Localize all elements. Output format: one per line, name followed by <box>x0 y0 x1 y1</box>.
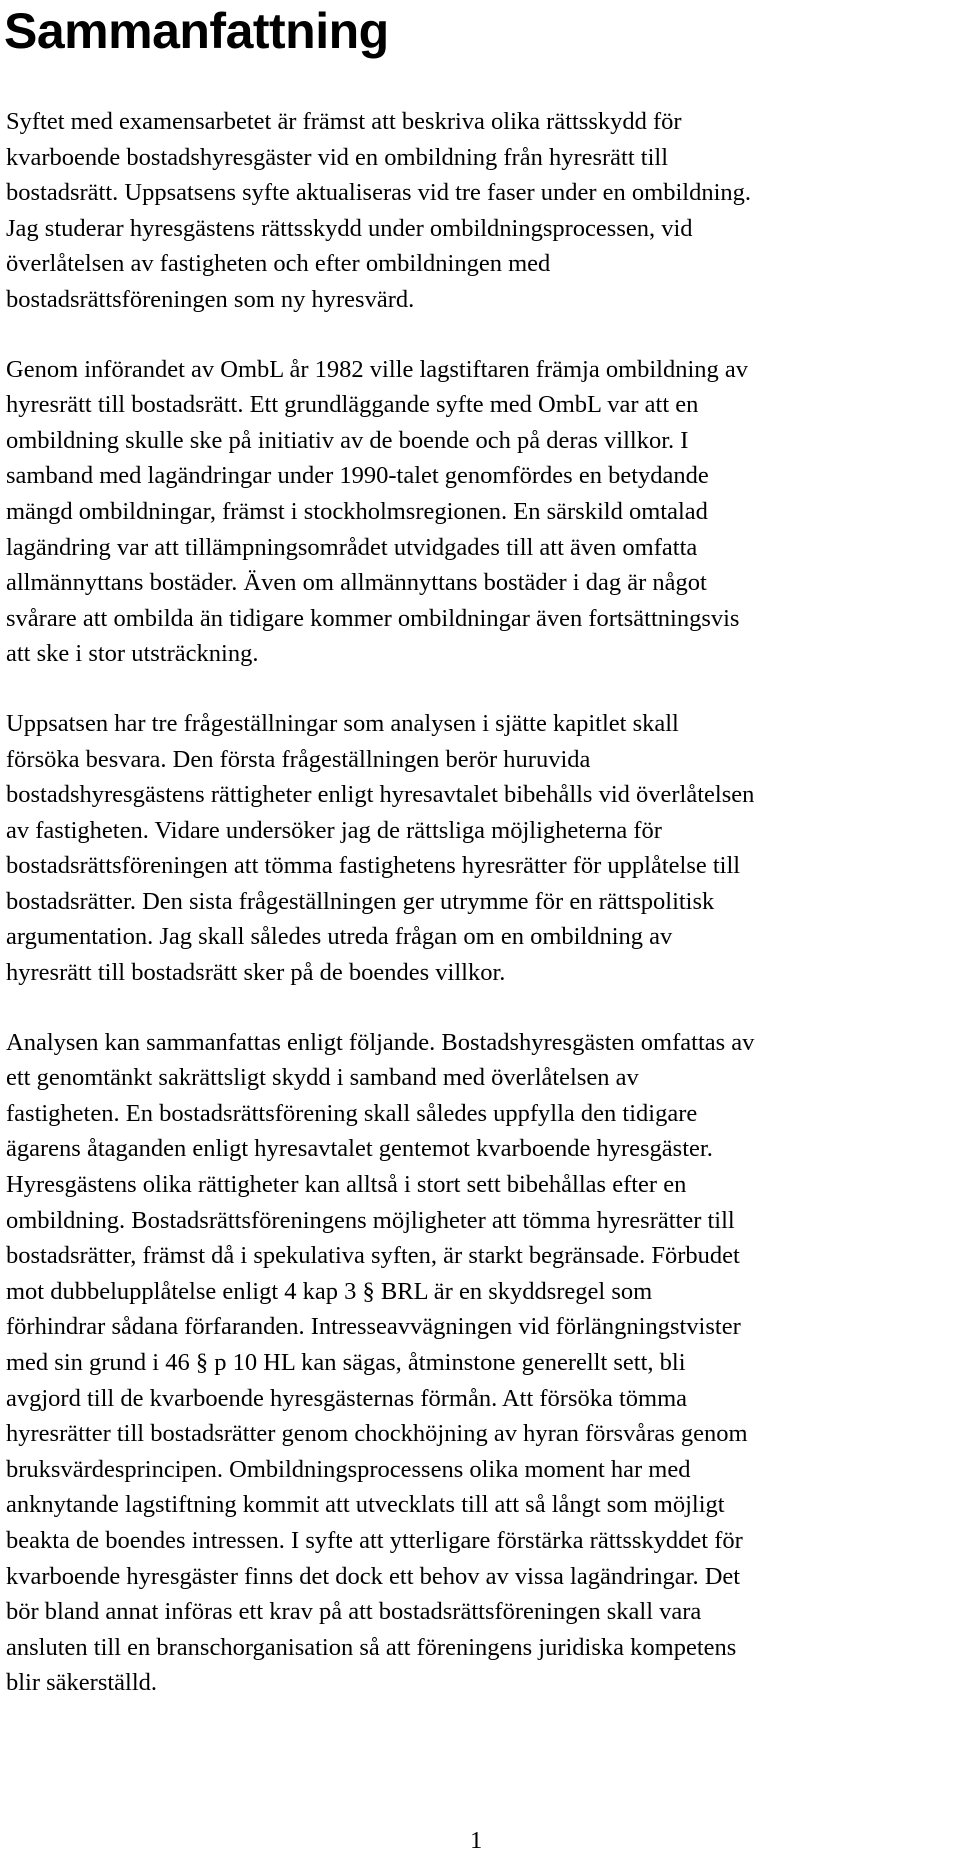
paragraph-line: hyresrätter till bostadsrätter genom chockhöjning av hyran försvåras genom <box>6 1420 748 1448</box>
summary-paragraph <box>6 352 956 672</box>
paragraph-line: bostadsrätt. Uppsatsens syfte aktualiseras vid tre faser under en ombildning. <box>6 179 752 207</box>
paragraph-line: Syftet med examensarbetet är främst att beskriva olika rättsskydd för <box>6 108 682 135</box>
paragraph-line: beakta de boendes intressen. I syfte att ytterligare förstärka rättsskyddet för <box>6 1526 743 1554</box>
paragraph-line: samband med lagändringar under 1990-talet genomfördes en betydande <box>6 462 709 490</box>
paragraph-line: ombildning. Bostadsrättsföreningens möjligheter att tömma hyresrätter till <box>6 1206 735 1234</box>
paragraph-line: Genom införandet av OmbL år 1982 ville lagstiftaren främja ombildning av <box>6 355 749 383</box>
paragraph-line: ansluten till en branschorganisation så att föreningens juridiska kompetens <box>6 1633 737 1661</box>
paragraph-line: Hyresgästens olika rättigheter kan alltså i stort sett bibehållas efter en <box>6 1171 687 1199</box>
paragraph-line: bruksvärdesprincipen. Ombildningsprocessens olika moment har med <box>6 1455 691 1483</box>
paragraph-line: hyresrätt till bostadsrätt sker på de boendes villkor. <box>6 959 506 987</box>
paragraph-line: bostadsrätter, främst då i spekulativa syften, är starkt begränsade. Förbudet <box>6 1242 740 1270</box>
paragraph-line: ägarens åtaganden enligt hyresavtalet gentemot kvarboende hyresgäster. <box>6 1135 713 1163</box>
paragraph-line: argumentation. Jag skall således utreda frågan om en ombildning av <box>6 923 673 951</box>
summary-paragraph <box>6 1025 956 1701</box>
paragraph-line: ombildning skulle ske på initiativ av de boende och på deras villkor. I <box>6 426 689 454</box>
paragraph-line: kvarboende hyresgäster finns det dock ett behov av vissa lagändringar. Det <box>6 1562 741 1590</box>
paragraph-line: fastigheten. En bostadsrättsförening skall således uppfylla den tidigare <box>6 1099 698 1127</box>
paragraph-line: försöka besvara. Den första frågeställningen berör huruvida <box>6 745 591 773</box>
paragraph-line: bostadshyresgästens rättigheter enligt hyresavtalet bibehålls vid överlåtelsen <box>6 781 755 809</box>
paragraph-line: Uppsatsen har tre frågeställningar som analysen i sjätte kapitlet skall <box>6 709 679 737</box>
paragraph-line: blir säkerställd. <box>6 1669 158 1697</box>
paragraph-line: allmännyttans bostäder. Även om allmännyttans bostäder i dag är något <box>6 569 707 597</box>
paragraph-line: hyresrätt till bostadsrätt. Ett grundläggande syfte med OmbL var att en <box>6 391 699 419</box>
summary-body <box>6 104 956 1701</box>
paragraph-line: Analysen kan sammanfattas enligt följande. Bostadshyresgästen omfattas av <box>6 1028 755 1056</box>
paragraph-line: lagändring var att tillämpningsområdet utvidgades till att även omfatta <box>6 533 698 561</box>
paragraph-line: att ske i stor utsträckning. <box>6 640 259 668</box>
paragraph-line: bör bland annat införas ett krav på att bostadsrättsföreningen skall vara <box>6 1598 702 1626</box>
paragraph-line: med sin grund i 46 § p 10 HL kan sägas, åtminstone generellt sett, bli <box>6 1349 686 1376</box>
paragraph-line: ett genomtänkt sakrättsligt skydd i samband med överlåtelsen av <box>6 1064 639 1092</box>
paragraph-line: förhindrar sådana förfaranden. Intresseavvägningen vid förlängningstvister <box>6 1313 741 1341</box>
paragraph-line: bostadsrättsföreningen att tömma fastighetens hyresrätter för upplåtelse till <box>6 852 741 880</box>
page-number: 1 <box>470 1827 483 1854</box>
summary-paragraph <box>6 706 956 991</box>
summary-paragraph <box>6 104 956 318</box>
paragraph-line: anknytande lagstiftning kommit att utvecklats till att så långt som möjligt <box>6 1491 725 1519</box>
paragraph-line: bostadsrätter. Den sista frågeställningen ger utrymme för en rättspolitisk <box>6 887 715 915</box>
paragraph-line: svårare att ombilda än tidigare kommer ombildningar även fortsättningsvis <box>6 604 740 632</box>
paragraph-line: kvarboende bostadshyresgäster vid en ombildning från hyresrätt till <box>6 143 669 171</box>
paragraph-line: mängd ombildningar, främst i stockholmsregionen. En särskild omtalad <box>6 497 708 525</box>
paragraph-line: mot dubbelupplåtelse enligt 4 kap 3 § BRL är en skyddsregel som <box>6 1277 653 1305</box>
paragraph-line: Jag studerar hyresgästens rättsskydd under ombildningsprocessen, vid <box>6 214 693 242</box>
page-title: Sammanfattning <box>4 3 389 59</box>
paragraph-line: överlåtelsen av fastigheten och efter ombildningen med <box>6 250 551 278</box>
paragraph-line: av fastigheten. Vidare undersöker jag de rättsliga möjligheterna för <box>6 816 662 844</box>
paragraph-line: bostadsrättsföreningen som ny hyresvärd. <box>6 285 415 313</box>
paragraph-line: avgjord till de kvarboende hyresgästernas förmån. Att försöka tömma <box>6 1384 688 1412</box>
